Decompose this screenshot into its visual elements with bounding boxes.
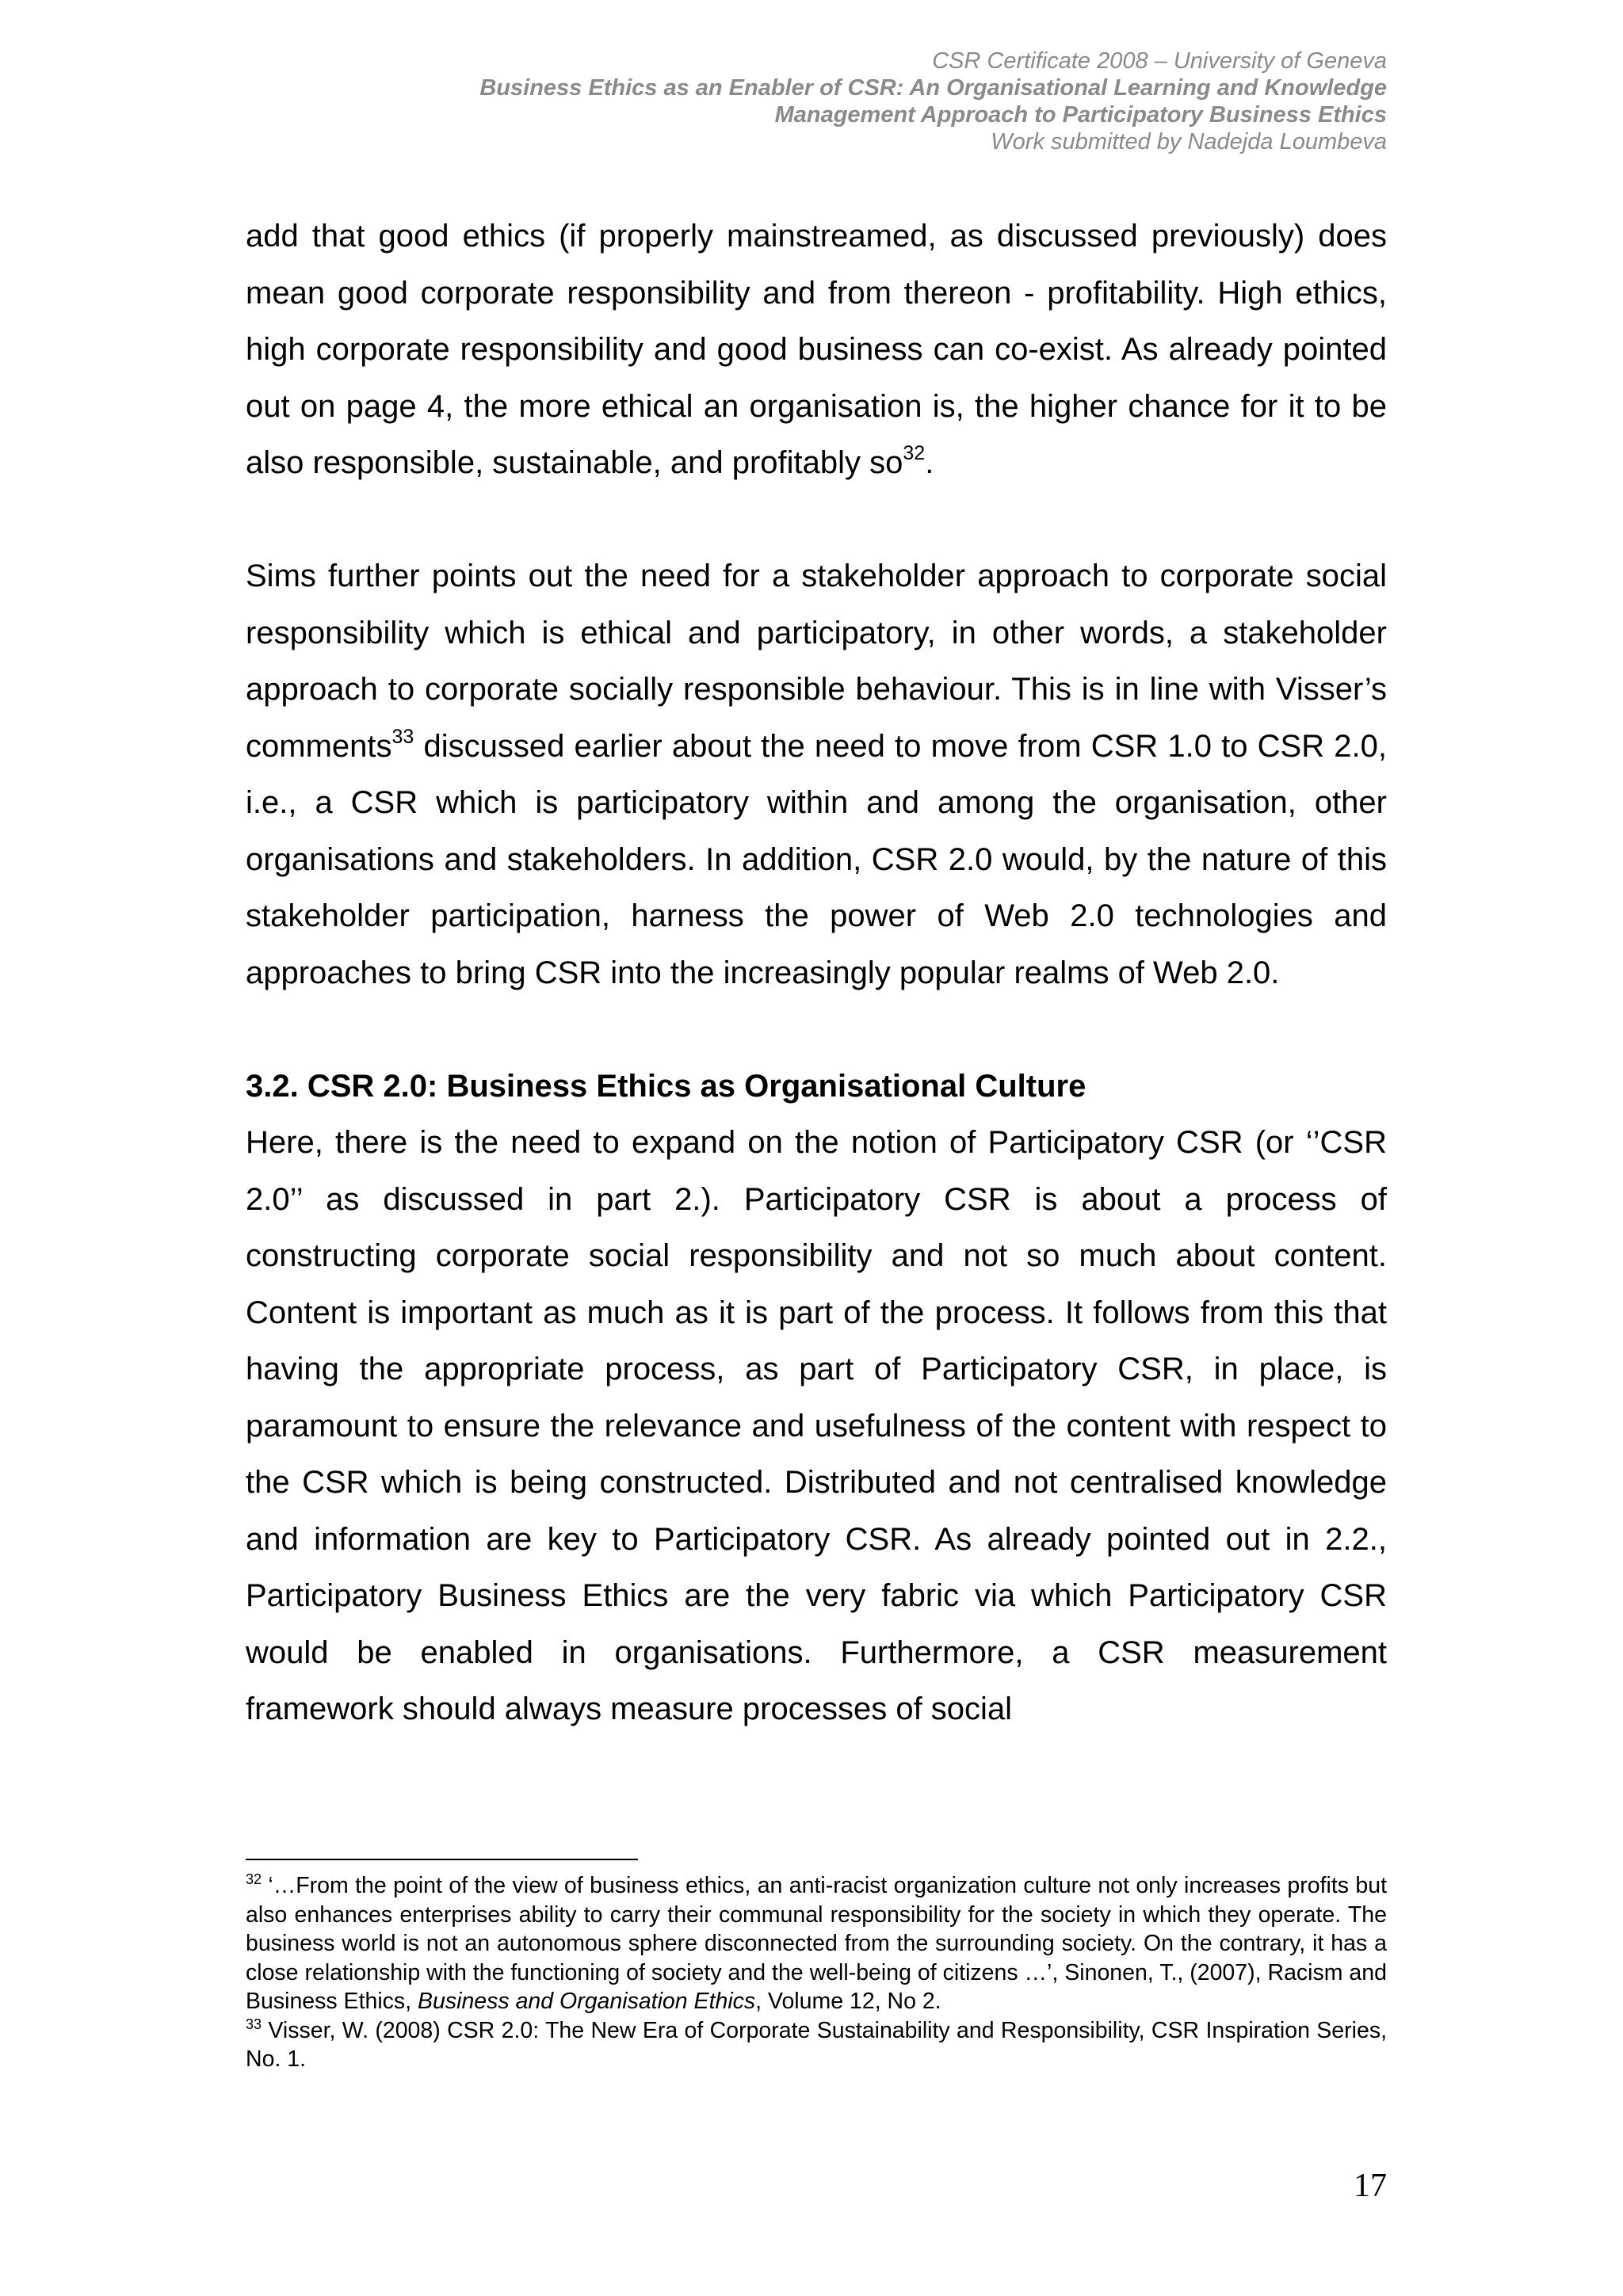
header-author-line: Work submitted by Nadejda Loumbeva [991, 129, 1387, 154]
footnote-33 [246, 2016, 1387, 2074]
footnote-journal-title: Business and Organisation Ethics [418, 1989, 756, 2014]
paragraph-spacer [246, 492, 1387, 549]
paragraph-text: discussed earlier about the need to move from CSR 1.0 to CSR 2.0, i.e., a CSR which is participatory within and among the organisation, other organisations and stakeholders. In addition, CSR 2.0 would, by the nature of this stakeholder participation, harness the power of Web 2.0 technologies and approaches to bring CSR into the increasingly popular realms of Web 2.0. [246, 728, 1387, 990]
footnote-ref-32[interactable]: 32 [903, 442, 926, 464]
paragraph-ethics-profitability [246, 208, 1387, 492]
footnote-number: 33 [246, 2016, 262, 2032]
paragraph-spacer [246, 1001, 1387, 1058]
body-text [246, 208, 1387, 1738]
section-heading: 3.2. CSR 2.0: Business Ethics as Organisational Culture [246, 1068, 1086, 1104]
footnote-32 [246, 1871, 1387, 2016]
footnote-text: ‘…From the point of the view of business ethics, an anti-racist organization culture not only increases profits but also enhances enterprises ability to carry their communal responsibility for the society in which they operate. The business world is not an autonomous sphere disconnected from the surrounding society. On the contrary, it has a close relationship with the functioning of society and the well-being of citizens …’, Sinonen, T., (2007), Racism and Business Ethics, [246, 1873, 1387, 2014]
footnote-divider [246, 1859, 638, 1860]
paragraph-text: add that good ethics (if properly mainstreamed, as discussed previously) does mean good corporate responsibility and from thereon - profitability. High ethics, high corporate responsibility and good business can co-exist. As already pointed out on page 4, the more ethical an organisation is, the higher chance for it to be also responsible, sustainable, and profitably so [246, 219, 1387, 480]
footnote-text: , Volume 12, No 2. [755, 1989, 941, 2014]
header-certificate-line: CSR Certificate 2008 – University of Geneva [932, 48, 1387, 74]
paragraph-text: Sims further points out the need for a stakeholder approach to corporate social responsibility which is ethical and participatory, in other words, a stakeholder approach to corporate socially responsible behaviour. This is in line with Visser’s comments [246, 559, 1387, 764]
page-number: 17 [1354, 2168, 1387, 2204]
footnote-ref-33[interactable]: 33 [391, 725, 414, 748]
footnote-number: 32 [246, 1871, 262, 1887]
paragraph-text: . [925, 445, 934, 480]
footnotes [246, 1871, 1387, 2074]
header-title-line-2: Management Approach to Participatory Business Ethics [774, 102, 1387, 128]
header-title-line-1: Business Ethics as an Enabler of CSR: An Organisational Learning and Knowledge [479, 75, 1387, 101]
paragraph-participatory-csr: Here, there is the need to expand on the notion of Participatory CSR (or ‘’CSR 2.0’’ as discussed in part 2.). Participatory CSR is about a process of constructing corporate social responsibility and not so much about content. Content is important as much as it is part of the process. It follows from this that having the appropriate process, as part of Participatory CSR, in place, is paramount to ensure the relevance and usefulness of the content with respect to the CSR which is being constructed. Distributed and not centralised knowledge and information are key to Participatory CSR. As already pointed out in 2.2., Participatory Business Ethics are the very fabric via which Participatory CSR would be enabled in organisations. Furthermore, a CSR measurement framework should always measure processes of social [246, 1125, 1387, 1726]
footnote-text: Visser, W. (2008) CSR 2.0: The New Era of Corporate Sustainability and Responsibility, CSR Inspiration Series, No. 1. [246, 2017, 1387, 2072]
paragraph-stakeholder-approach [246, 548, 1387, 1001]
running-header [198, 48, 1387, 155]
